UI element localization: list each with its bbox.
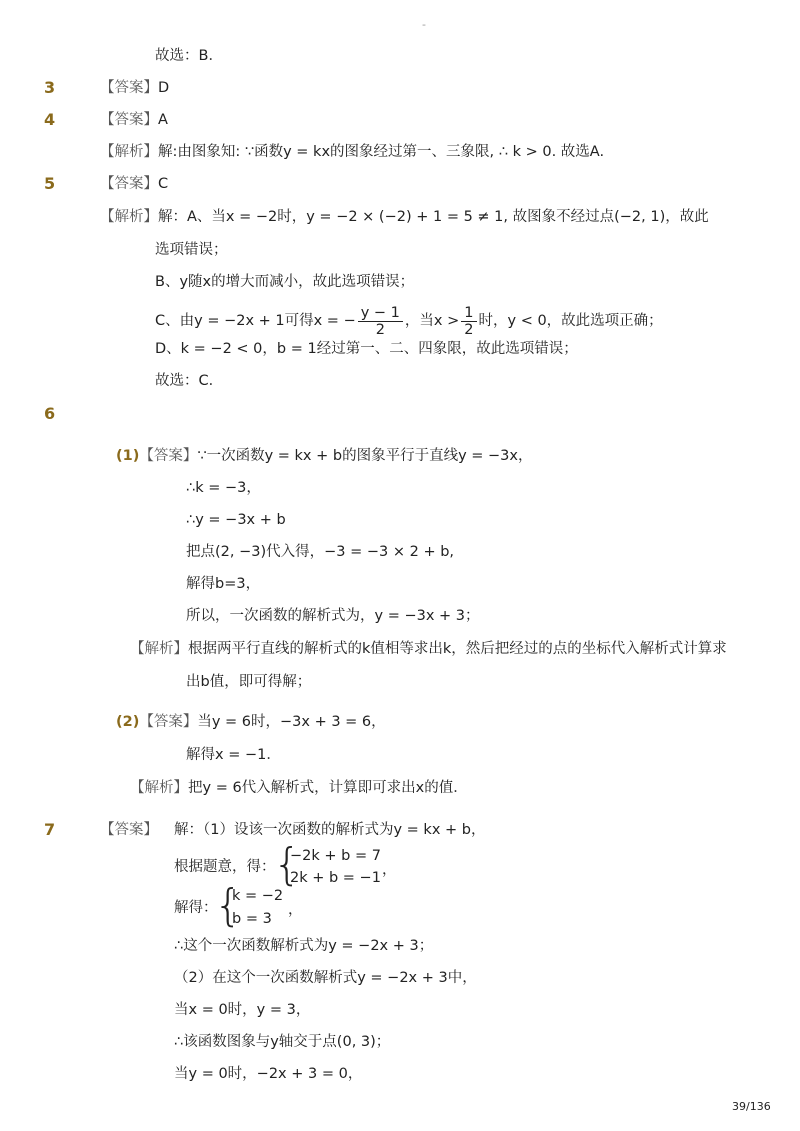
answer-value: C bbox=[158, 176, 169, 192]
q7-line-1: 解：（1）设该一次函数的解析式为y = kx + b， bbox=[174, 822, 486, 838]
denominator: 2 bbox=[375, 321, 385, 338]
denominator: 2 bbox=[464, 321, 474, 338]
q7-line-5: （2）在这个一次函数解析式y = −2x + 3中， bbox=[174, 970, 477, 986]
analysis-text: 解:由图象知: ∵函数y = kx的图象经过第一、三象限, ∴ k > 0. 故选A. bbox=[158, 144, 605, 160]
q5-analysis-line-3: B、y随x的增大而减小，故此选项错误； bbox=[155, 274, 415, 290]
q6-part1-analysis-row bbox=[130, 639, 727, 659]
analysis-tag: 【解析】 bbox=[100, 144, 158, 160]
system-tail: ， bbox=[382, 862, 397, 878]
question-number-6: 6 bbox=[44, 404, 56, 423]
q7-line-3: 解得： bbox=[174, 900, 218, 916]
answer-value: D bbox=[158, 80, 170, 96]
header-mark: - bbox=[422, 18, 426, 31]
answer-text: ∵一次函数y = kx + b的图象平行于直线y = −3x， bbox=[197, 448, 533, 464]
answer-tag: 【答案】 bbox=[100, 112, 158, 128]
q7-line-4: ∴这个一次函数解析式为y = −2x + 3； bbox=[174, 938, 434, 954]
q3-answer-row bbox=[100, 78, 169, 98]
part-label: (2) bbox=[116, 714, 140, 730]
system-eq-2: 2k + b = −1 bbox=[290, 870, 381, 886]
page-number: 39/136 bbox=[732, 1100, 771, 1113]
q7-line-2: 根据题意，得： bbox=[174, 859, 276, 875]
q7-line-7: ∴该函数图象与y轴交于点(0, 3)； bbox=[174, 1034, 391, 1050]
q6-part1-line-5: 解得b=3， bbox=[186, 576, 261, 592]
q7-answer-tag bbox=[100, 820, 158, 840]
q6-part1-line-3: ∴y = −3x + b bbox=[186, 512, 286, 528]
analysis-tag: 【解析】 bbox=[130, 641, 188, 657]
left-brace-icon: { bbox=[273, 839, 301, 890]
question-number-7: 7 bbox=[44, 820, 56, 839]
answer-tag: 【答案】 bbox=[100, 80, 158, 96]
system-tail: ， bbox=[288, 902, 303, 918]
question-number-4: 4 bbox=[44, 110, 56, 129]
q5-analysis-line-2: 选项错误； bbox=[155, 242, 228, 258]
q5-analysis-line-4 bbox=[155, 304, 663, 338]
q5-analysis-line-5: D、k = −2 < 0，b = 1经过第一、二、四象限，故此选项错误； bbox=[155, 341, 578, 357]
analysis-text: 把y = 6代入解析式，计算即可求出x的值． bbox=[188, 780, 468, 796]
q6-part1-line-2: ∴k = −3， bbox=[186, 480, 261, 496]
q6-part2-answer-row bbox=[116, 712, 386, 732]
system-eq-1: k = −2 bbox=[232, 888, 284, 904]
q4-analysis-row bbox=[100, 142, 604, 162]
answer-text: 当y = 6时，−3x + 3 = 6， bbox=[197, 714, 386, 730]
q6-part1-line-4: 把点(2, −3)代入得，−3 = −3 × 2 + b, bbox=[186, 544, 455, 560]
choice-line: 故选：B． bbox=[155, 48, 223, 64]
part-label: (1) bbox=[116, 448, 140, 464]
analysis-text: 根据两平行直线的解析式的k值相等求出k，然后把经过的点的坐标代入解析式计算求 bbox=[188, 641, 727, 657]
analysis-text: 解：A、当x = −2时，y = −2 × (−2) + 1 = 5 ≠ 1, 故图象不经过点(−2, 1)，故此 bbox=[158, 209, 709, 225]
answer-value: A bbox=[158, 112, 168, 128]
q5-answer-row bbox=[100, 174, 168, 194]
analysis-tag: 【解析】 bbox=[100, 209, 158, 225]
question-number-3: 3 bbox=[44, 78, 56, 97]
q6-part2-analysis-row bbox=[130, 778, 468, 798]
q5-analysis-line-6: 故选：C． bbox=[155, 373, 224, 389]
answer-tag: 【答案】 bbox=[139, 448, 198, 464]
left-brace-icon: { bbox=[214, 880, 242, 931]
answer-tag: 【答案】 bbox=[139, 714, 198, 730]
system-eq-2: b = 3 bbox=[232, 911, 272, 927]
system-eq-1: −2k + b = 7 bbox=[290, 848, 381, 864]
answer-tag: 【答案】 bbox=[100, 176, 158, 192]
text-segment: ，当x > bbox=[404, 313, 460, 329]
q6-part2-line-2: 解得x = −1． bbox=[186, 747, 281, 763]
q6-part1-line-6: 所以，一次函数的解析式为，y = −3x + 3； bbox=[186, 608, 480, 624]
fraction bbox=[461, 305, 476, 338]
numerator: y − 1 bbox=[358, 305, 403, 322]
q4-answer-row bbox=[100, 110, 168, 130]
q7-line-8: 当y = 0时，−2x + 3 = 0， bbox=[174, 1066, 363, 1082]
question-number-5: 5 bbox=[44, 174, 56, 193]
q7-line-6: 当x = 0时，y = 3， bbox=[174, 1002, 311, 1018]
analysis-tag: 【解析】 bbox=[130, 780, 188, 796]
q6-part1-analysis-line-2: 出b值，即可得解； bbox=[186, 674, 312, 690]
text-segment: 时，y < 0，故此选项正确； bbox=[478, 313, 663, 329]
q5-analysis-row bbox=[100, 207, 709, 227]
fraction bbox=[358, 305, 403, 338]
text-segment: C、由y = −2x + 1可得x = − bbox=[155, 313, 356, 329]
numerator: 1 bbox=[461, 305, 476, 322]
answer-tag: 【答案】 bbox=[100, 822, 158, 838]
q6-part1-answer-row bbox=[116, 446, 532, 466]
